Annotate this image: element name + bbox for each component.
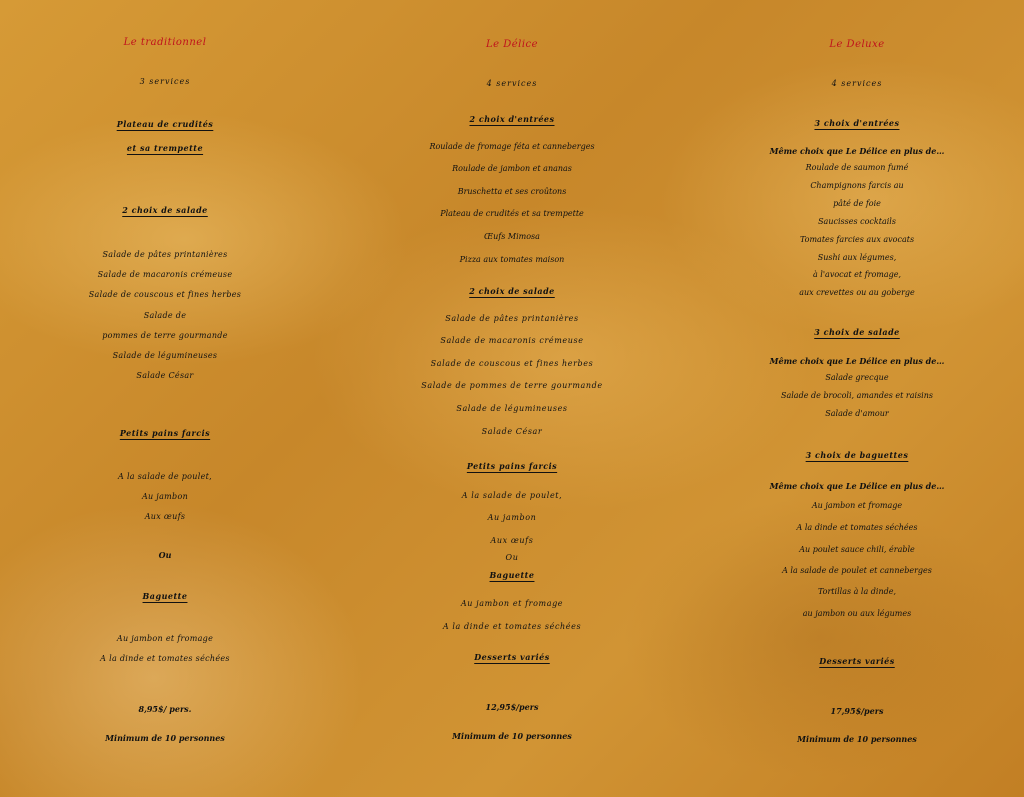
list-item: Roulade de saumon fumé <box>805 163 909 172</box>
list-item: Sushi aux légumes, <box>817 253 897 262</box>
menu-title: Le traditionnel <box>123 37 207 48</box>
same-choice-note: Même choix que Le Délice en plus de… <box>769 146 945 156</box>
minimum-persons: Minimum de 10 personnes <box>452 731 572 741</box>
list-item: Salade de brocoli, amandes et raisins <box>781 391 933 400</box>
list-item: Salade de couscous et fines herbes <box>88 290 242 299</box>
list-item: Plateau de crudités et sa trempette <box>440 209 584 218</box>
salad-heading: 3 choix de salade <box>814 327 900 337</box>
dessert-heading: Desserts variés <box>474 652 550 662</box>
list-item: Roulade de jambon et ananas <box>452 164 572 173</box>
list-item: Au jambon et fromage <box>460 599 564 608</box>
list-item: Salade de légumineuses <box>112 351 218 360</box>
section-heading: et sa trempette <box>126 143 204 153</box>
list-item: pâté de foie <box>833 199 881 208</box>
list-item: pommes de terre gourmande <box>102 331 228 340</box>
salad-heading: 2 choix de salade <box>469 286 555 296</box>
list-item: Salade de pommes de terre gourmande <box>421 381 603 390</box>
menu-panel-deluxe <box>690 0 1024 797</box>
entree-heading: 3 choix d'entrées <box>814 118 900 128</box>
services-count: 4 services <box>831 79 883 88</box>
list-item: Salade de macaronis crémeuse <box>97 270 233 279</box>
list-item: Tortillas à la dinde, <box>817 587 897 596</box>
list-item: Pizza aux tomates maison <box>459 255 565 264</box>
list-item: Au poulet sauce chili, érable <box>799 545 915 554</box>
price: 8,95$/ pers. <box>138 704 192 714</box>
list-item: Salade de légumineuses <box>456 404 568 413</box>
list-item: Salade de <box>143 311 187 320</box>
dessert-heading: Desserts variés <box>819 656 895 666</box>
list-item: Au jambon et fromage <box>116 634 214 643</box>
list-item: Salade de pâtes printanières <box>445 314 579 323</box>
list-item: au jambon ou aux légumes <box>802 609 912 618</box>
baguette-heading: Baguette <box>142 591 188 601</box>
list-item: Salade de couscous et fines herbes <box>430 359 594 368</box>
list-item: Salade César <box>481 427 543 436</box>
minimum-persons: Minimum de 10 personnes <box>105 733 225 743</box>
entree-heading: 2 choix d'entrées <box>469 114 555 124</box>
list-item: Salade de pâtes printanières <box>102 250 228 259</box>
services-count: 4 services <box>486 79 538 88</box>
list-item: A la dinde et tomates séchées <box>796 523 918 532</box>
or-separator: Ou <box>505 553 519 562</box>
baguette-heading: Baguette <box>489 570 535 580</box>
list-item: Au jambon <box>141 492 189 501</box>
bread-heading: Petits pains farcis <box>466 461 558 471</box>
list-item: Au jambon <box>487 513 537 522</box>
minimum-persons: Minimum de 10 personnes <box>797 734 917 744</box>
menu-panel-traditionnel <box>0 0 330 797</box>
list-item: Au jambon et fromage <box>811 501 903 510</box>
list-item: Salade d'amour <box>825 409 889 418</box>
menu-title: Le Deluxe <box>829 39 885 50</box>
list-item: A la salade de poulet, <box>461 491 563 500</box>
baguette-heading: 3 choix de baguettes <box>805 450 909 460</box>
section-heading: Plateau de crudités <box>116 119 214 129</box>
list-item: Salade grecque <box>825 373 889 382</box>
list-item: Aux œufs <box>144 512 186 521</box>
services-count: 3 services <box>139 77 191 86</box>
list-item: Bruschetta et ses croûtons <box>457 187 567 196</box>
bread-heading: Petits pains farcis <box>119 428 211 438</box>
price: 12,95$/pers <box>485 702 539 712</box>
list-item: Salade de macaronis crémeuse <box>440 336 584 345</box>
list-item: A la salade de poulet, <box>118 472 212 481</box>
same-choice-note: Même choix que Le Délice en plus de… <box>769 481 945 491</box>
list-item: Aux œufs <box>490 536 534 545</box>
list-item: Roulade de fromage féta et canneberges <box>429 142 595 151</box>
same-choice-note: Même choix que Le Délice en plus de… <box>769 356 945 366</box>
price: 17,95$/pers <box>830 706 884 716</box>
list-item: à l'avocat et fromage, <box>812 270 902 279</box>
list-item: Œufs Mimosa <box>484 232 540 241</box>
menu-panel-delice <box>338 0 686 797</box>
list-item: A la dinde et tomates séchées <box>442 622 582 631</box>
list-item: aux crevettes ou au goberge <box>799 288 915 297</box>
list-item: Salade César <box>136 371 194 380</box>
list-item: Tomates farcies aux avocats <box>799 235 915 244</box>
list-item: Saucisses cocktails <box>818 217 896 226</box>
list-item: A la salade de poulet et canneberges <box>782 566 932 575</box>
list-item: Champignons farcis au <box>810 181 904 190</box>
list-item: A la dinde et tomates séchées <box>100 654 230 663</box>
salad-heading: 2 choix de salade <box>122 205 208 215</box>
or-separator: Ou <box>158 550 172 560</box>
menu-title: Le Délice <box>485 39 539 50</box>
